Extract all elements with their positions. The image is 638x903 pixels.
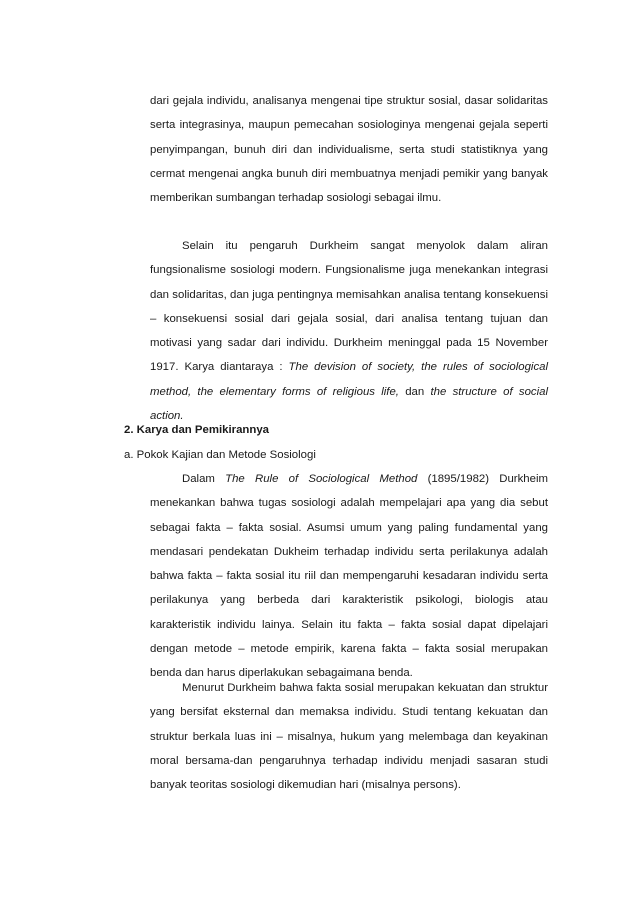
subsection-heading: a. Pokok Kajian dan Metode Sosiologi xyxy=(124,449,316,461)
paragraph-social-facts xyxy=(150,467,548,686)
paragraph-durkheim-influence xyxy=(150,234,548,428)
works-list: The devision of society, the rules of sociological method, the elementary forms of religious life, xyxy=(150,361,549,398)
paragraph-durkheim-contributions: dari gejala individu, analisanya mengenai tipe struktur sosial, dasar solidaritas serta integrasinya, maupun pemecahan sosiologinya mengenai gejala seperti penyimpangan, bunuh diri dan individualisme, serta studi statistiknya yang cermat mengenai angka bunuh diri membuatnya menjadi pemikir yang banyak memberikan sumbangan terhadap sosiologi sebagai ilmu. xyxy=(150,95,548,205)
section-heading: 2. Karya dan Pemikirannya xyxy=(124,424,269,436)
paragraph-text: Selain itu pengaruh Durkheim sangat menyolok dalam aliran fungsionalisme sosiologi modern. Fungsionalisme juga menekankan integrasi dan solidaritas, dan juga pentingnya memisahkan analisa tentang konsekuensi – konsekuensi sosial dari gejala sosial, dari analisa tentang tujuan dan motivasi yang sadar dari individu. Durkheim meninggal pada 15 November 1917. Karya diantaraya : xyxy=(150,240,548,374)
last-work-title: the structure of social action. xyxy=(150,385,549,423)
paragraph-lead: Dalam xyxy=(182,473,226,485)
paragraph-text: (1895/1982) Durkheim menekankan bahwa tugas sosiologi adalah mempelajari apa yang dia sebut sebagai fakta – fakta sosial. Asumsi umum yang paling fundamental yang mendasari pendekatan Dukheim terhadap individu serta perilakunya adalah bahwa fakta – fakta sosial itu riil dan mempengaruhi kesadaran individu serta perilakunya yang berbeda dari karakteristik psikologi, biologis atau karakteristik individu lainya. Selain itu fakta – fakta sosial dapat dipelajari dengan metode – metode empirik, karena fakta – fakta sosial merupakan benda dan harus diperlakukan sebagaimana benda. xyxy=(150,473,548,680)
book-title: The Rule of Sociological Method xyxy=(225,473,418,485)
paragraph-external-forces: Menurut Durkheim bahwa fakta sosial merupakan kekuatan dan struktur yang bersifat eksternal dan memaksa individu. Studi tentang kekuatan dan struktur berkala luas ini – misalnya, hukum yang melembaga dan keyakinan moral bersama-dan pengaruhnya terhadap individu menjadi sasaran studi banyak teoritas sosiologi dikemudian hari (misalnya persons). xyxy=(150,682,548,792)
conjunction-text: dan xyxy=(398,385,431,398)
